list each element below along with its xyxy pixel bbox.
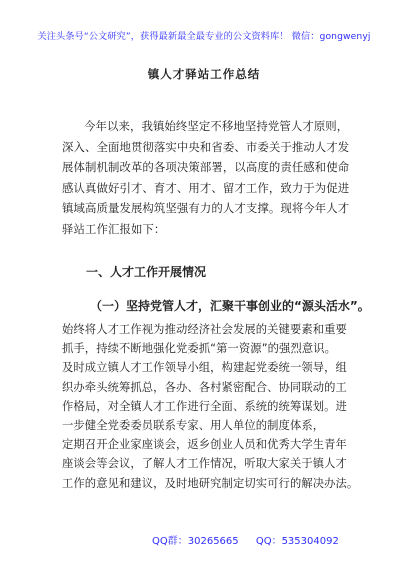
body-line: 作格局，对全镇人才工作进行全面、系统的统筹谋划。进 <box>62 399 347 413</box>
promo-banner: 关注头条号“公文研究”，获得最新最全最专业的公文资料库！ 微信：gongwenyj <box>37 31 371 42</box>
intro-line: 展体制机制改革的各项决策部署，以高度的责任感和使命 <box>62 160 350 174</box>
intro-line: 感认真做好引才、育才、用才、留才工作，致力于为促进 <box>62 180 350 195</box>
document-title: 镇人才驿站工作总结 <box>147 67 261 81</box>
body-line: 织办牵头统筹抓总，各办、各村紧密配合、协同联动的工 <box>62 380 347 394</box>
section-heading: 一、人才工作开展情况 <box>86 265 207 279</box>
body-line: 座谈会等会议，了解人才工作情况，听取大家关于镇人才 <box>62 457 347 471</box>
body-paragraph <box>62 320 359 493</box>
intro-line: 深入、全面地贯彻落实中央和省委、市委关于推动人才发 <box>62 139 350 154</box>
body-line: 定期召开企业家座谈会，返乡创业人员和优秀大学生青年 <box>62 438 347 452</box>
body-line: 始终将人才工作视为推动经济社会发展的关键要素和重要 <box>62 323 347 336</box>
body-line: 及时成立镇人才工作领导小组，构建起党委统一领导，组 <box>62 361 347 375</box>
intro-line: 驿站工作汇报如下： <box>62 221 166 236</box>
sub-heading: （一）坚持党管人才，汇聚干事创业的“源头活水”。 <box>90 299 370 313</box>
qq-group-text: QQ群：30265665 <box>152 536 239 547</box>
body-line: 一步健全党委委员联系专家、用人单位的制度体系， <box>62 418 325 432</box>
intro-paragraph <box>62 116 352 239</box>
footer-contact <box>152 532 339 547</box>
qq-number-text: QQ：535304092 <box>255 536 339 547</box>
intro-line: 镇域高质量发展构筑坚强有力的人才支撑。现将今年人才 <box>62 201 350 215</box>
body-line: 工作的意见和建议，及时地研究制定切实可行的解决办法。 <box>62 476 359 490</box>
intro-line: 今年以来，我镇始终坚定不移地坚持党管人才原则， <box>84 119 349 133</box>
body-line: 抓手，持续不断地强化党委抓“第一资源”的强烈意识。 <box>62 342 337 356</box>
